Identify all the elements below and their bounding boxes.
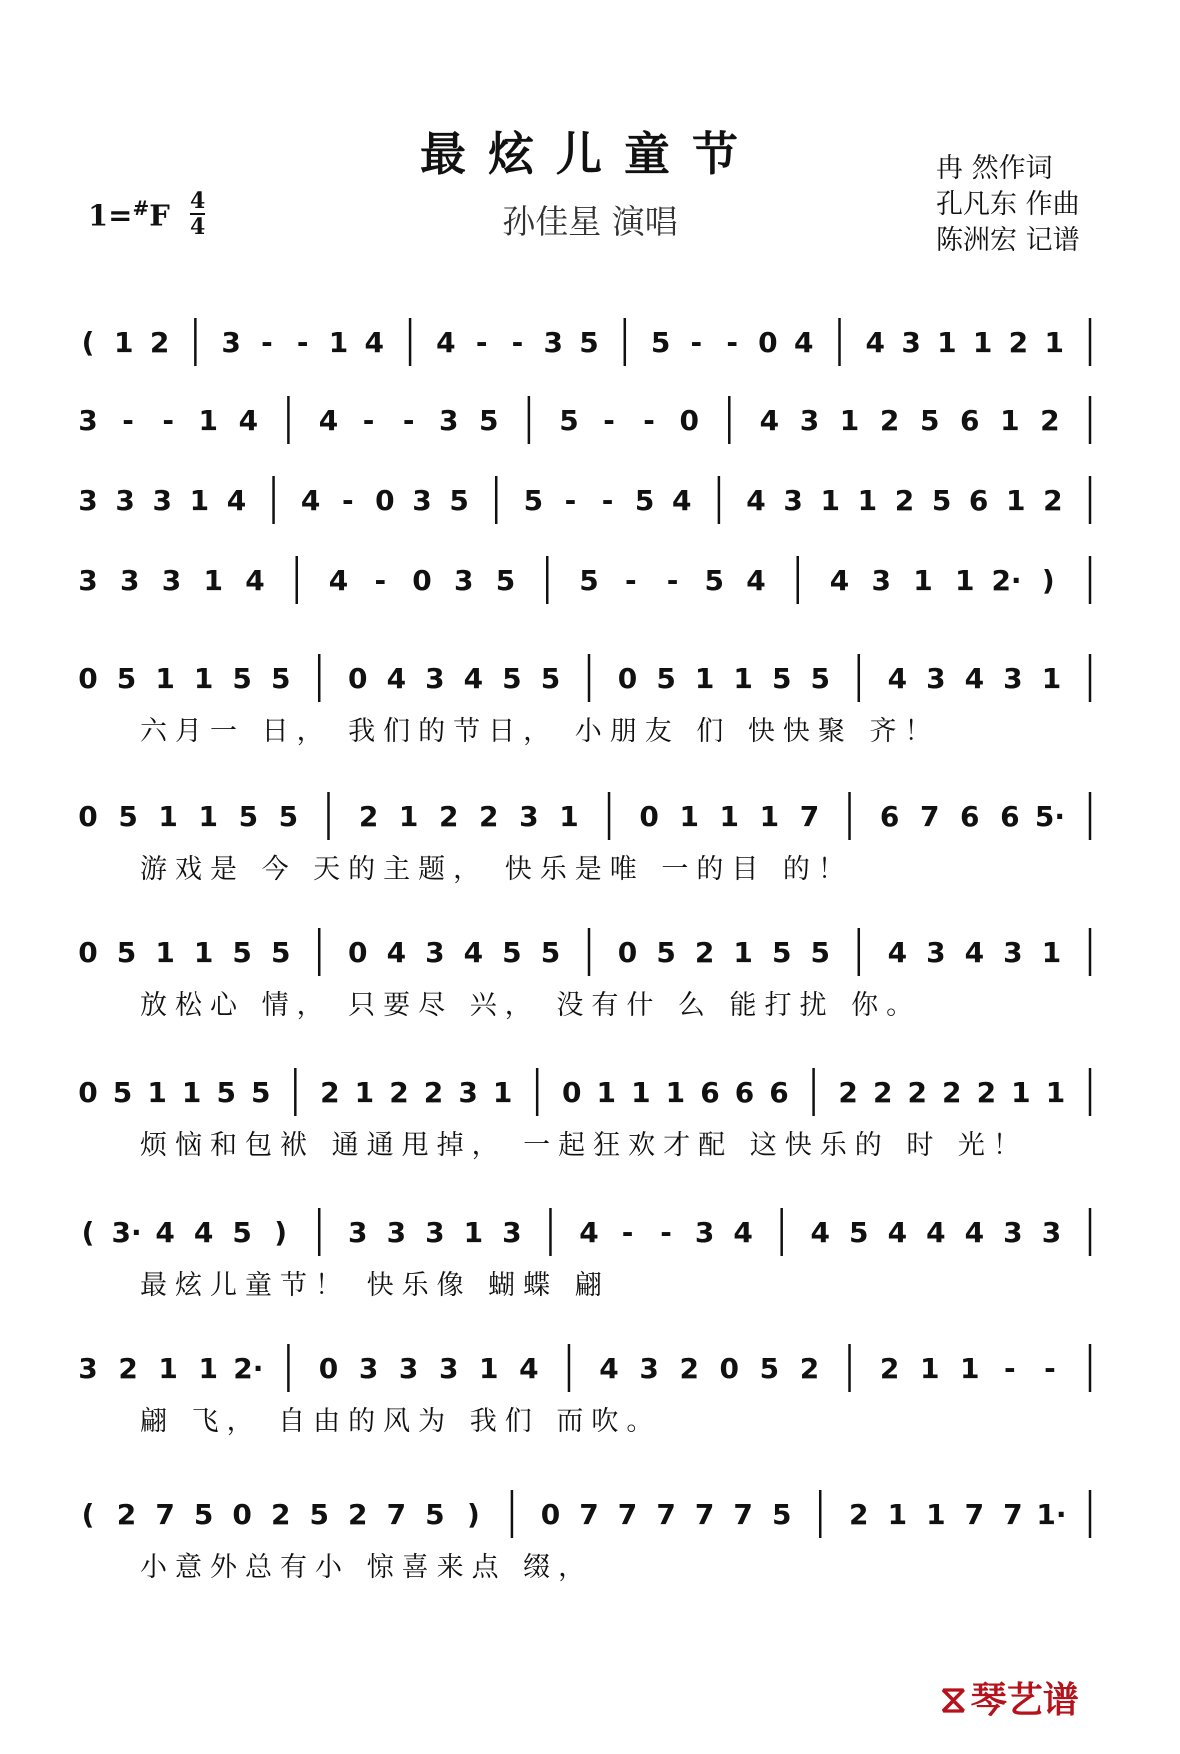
note-glyph: 4	[810, 1216, 830, 1249]
note-glyph: 4	[386, 662, 407, 695]
note-glyph: 4	[759, 404, 780, 437]
note-glyph: -	[1004, 1352, 1016, 1385]
note-glyph: 1	[193, 662, 214, 695]
note-glyph: 0	[412, 564, 432, 597]
note-glyph: 3	[348, 1216, 368, 1249]
note-glyph: 6	[879, 800, 900, 833]
note-glyph: 1	[759, 800, 780, 833]
note-glyph: 2	[423, 1076, 444, 1109]
note-glyph: (	[81, 1498, 95, 1531]
note-glyph: 5	[270, 936, 291, 969]
note-glyph: 4	[318, 404, 339, 437]
transcriber-credit: 陈洲宏 记谱	[936, 225, 1080, 256]
note-glyph: 6	[700, 1076, 720, 1109]
note-glyph: 1	[733, 662, 753, 695]
note-glyph: 5	[540, 936, 561, 969]
note-glyph: 1	[1011, 1076, 1031, 1109]
note-glyph: 5	[656, 662, 676, 695]
note-glyph: -	[341, 484, 354, 517]
note-glyph: 2	[320, 1076, 340, 1109]
time-top: 4	[190, 188, 206, 214]
note-glyph: 1	[1006, 484, 1026, 517]
note-glyph: 4	[193, 1216, 214, 1249]
note-glyph: 1	[114, 326, 134, 359]
note-glyph: 1	[937, 326, 957, 359]
note-glyph: 2	[438, 800, 459, 833]
note-glyph: 2	[1008, 326, 1029, 359]
note-glyph: 5	[849, 1216, 869, 1249]
note-glyph: 3	[438, 1352, 459, 1385]
note-glyph: 1	[913, 564, 933, 597]
note-glyph: 0	[679, 404, 699, 437]
note-glyph: 5	[232, 936, 252, 969]
note-glyph: 0	[639, 800, 659, 833]
note-glyph: 4	[226, 484, 247, 517]
note-glyph: 4	[328, 564, 349, 597]
note-glyph: -	[511, 326, 524, 359]
note-glyph: 1	[960, 1352, 980, 1385]
note-glyph: 6	[769, 1076, 789, 1109]
note-glyph: 5	[650, 326, 671, 359]
key-note: F	[149, 198, 170, 233]
note-glyph: -	[162, 404, 174, 437]
note-glyph: 2	[149, 326, 170, 359]
note-glyph: -	[362, 404, 375, 437]
note-glyph: 3	[1003, 662, 1023, 695]
note-glyph: 3	[519, 800, 539, 833]
note-glyph: 4	[245, 564, 265, 597]
note-glyph: 1	[1041, 662, 1062, 695]
note-glyph: 4	[733, 1216, 753, 1249]
note-glyph: 4	[672, 484, 692, 517]
note-glyph: 2	[479, 800, 499, 833]
note-glyph: 3	[78, 404, 98, 437]
note-glyph: 3	[1003, 936, 1023, 969]
key-prefix: 1=	[88, 198, 133, 233]
note-glyph: 5	[495, 564, 516, 597]
note-glyph: 4	[436, 326, 456, 359]
lyric-line: 最炫儿童节！ 快乐像 蝴蝶 翩	[140, 1270, 610, 1301]
note-glyph: 1·	[1036, 1498, 1067, 1531]
note-glyph: 1	[193, 936, 214, 969]
note-glyph: 2	[879, 404, 900, 437]
key-sharp: #	[132, 196, 150, 220]
site-logo	[940, 1672, 1079, 1723]
composer-credit: 孔凡东 作曲	[936, 189, 1080, 220]
note-glyph: -	[1044, 1352, 1056, 1385]
note-glyph: 3	[358, 1352, 379, 1385]
note-glyph: 5	[771, 1498, 792, 1531]
note-glyph: -	[690, 326, 703, 359]
note-glyph: 5	[479, 404, 499, 437]
note-glyph: 0	[232, 1498, 252, 1531]
note-glyph: 4	[964, 936, 985, 969]
note-glyph: 1	[354, 1076, 375, 1109]
note-glyph: 7	[155, 1498, 175, 1531]
note-glyph: 5	[931, 484, 952, 517]
note-glyph: 5	[810, 936, 830, 969]
note-glyph: 2	[894, 484, 915, 517]
note-glyph: 4	[865, 326, 886, 359]
note-glyph: 7	[656, 1498, 676, 1531]
note-glyph: 5	[634, 484, 655, 517]
note-glyph: 3	[78, 484, 98, 517]
note-glyph: 0	[348, 662, 368, 695]
note-glyph: 5	[919, 404, 940, 437]
note-glyph: 1	[857, 484, 878, 517]
note-glyph: 1	[839, 404, 860, 437]
note-glyph: 2·	[233, 1352, 264, 1385]
note-glyph: 4	[155, 1216, 175, 1249]
note-glyph: 5	[238, 800, 259, 833]
note-glyph: 1	[972, 326, 993, 359]
lyric-line: 游戏是 今 天的主题， 快乐是唯 一的目 的！	[140, 854, 853, 885]
note-glyph: 3	[639, 1352, 659, 1385]
note-glyph: 3	[799, 404, 820, 437]
lyric-line: 小意外总有小 惊喜来点 缀，	[140, 1552, 594, 1583]
note-glyph: 3	[438, 404, 459, 437]
note-glyph: 5	[116, 662, 137, 695]
note-glyph: 0	[758, 326, 778, 359]
note-glyph: 3	[926, 936, 946, 969]
note-glyph: 5	[216, 1076, 236, 1109]
note-glyph: 5	[579, 564, 599, 597]
note-glyph: -	[122, 404, 134, 437]
note-glyph: 3	[221, 326, 241, 359]
note-glyph: 1	[1000, 404, 1020, 437]
note-glyph: 2	[389, 1076, 409, 1109]
note-glyph: 4	[386, 936, 407, 969]
note-glyph: 3	[78, 564, 98, 597]
note-glyph: 3	[458, 1076, 478, 1109]
lyric-line: 六月一 日， 我们的节日， 小朋友 们 快快聚 齐！	[140, 716, 940, 747]
note-glyph: 5	[251, 1076, 271, 1109]
note-glyph: (	[81, 1216, 95, 1249]
note-glyph: 7	[733, 1498, 753, 1531]
note-glyph: 0	[78, 800, 98, 833]
note-glyph: 1	[198, 1352, 218, 1385]
note-glyph: 1	[559, 800, 579, 833]
note-glyph: 0	[78, 936, 98, 969]
note-glyph: -	[621, 1216, 634, 1249]
note-glyph: 7	[799, 800, 820, 833]
note-glyph: 3	[502, 1216, 522, 1249]
note-glyph: 1	[665, 1076, 686, 1109]
note-glyph: (	[81, 326, 95, 359]
note-glyph: 2	[679, 1352, 699, 1385]
note-glyph: 4	[579, 1216, 599, 1249]
note-glyph: 3	[543, 326, 563, 359]
note-glyph: 5	[656, 936, 676, 969]
note-glyph: 2	[907, 1076, 927, 1109]
note-glyph: 1	[328, 326, 349, 359]
note-glyph: 1	[1041, 936, 1062, 969]
note-glyph: 1	[463, 1216, 484, 1249]
note-glyph: 2	[348, 1498, 368, 1531]
note-glyph: 0	[375, 484, 395, 517]
note-glyph: 2	[270, 1498, 291, 1531]
note-glyph: 3	[115, 484, 135, 517]
note-glyph: 5	[232, 1216, 252, 1249]
note-glyph: -	[374, 564, 387, 597]
note-glyph: 7	[617, 1498, 638, 1531]
note-glyph: 7	[386, 1498, 407, 1531]
note-glyph: 3	[926, 662, 946, 695]
note-glyph: 5	[232, 662, 252, 695]
note-glyph: 2	[118, 1352, 138, 1385]
note-glyph: 3·	[111, 1216, 142, 1249]
note-glyph: 5	[579, 326, 599, 359]
note-glyph: 1	[398, 800, 419, 833]
note-glyph: 4	[519, 1352, 539, 1385]
note-glyph: 1	[158, 800, 178, 833]
note-glyph: )	[466, 1498, 480, 1531]
note-glyph: -	[660, 1216, 672, 1249]
note-glyph: 5	[116, 936, 137, 969]
note-glyph: -	[603, 404, 615, 437]
note-glyph: 1	[189, 484, 210, 517]
note-glyph: 1	[155, 936, 175, 969]
note-glyph: 2	[358, 800, 379, 833]
note-glyph: 7	[1003, 1498, 1023, 1531]
note-glyph: 3	[412, 484, 432, 517]
note-glyph: 0	[78, 1076, 98, 1109]
note-glyph: 4	[599, 1352, 619, 1385]
logo-text: 琴艺谱	[970, 1680, 1079, 1721]
note-glyph: 4	[793, 326, 814, 359]
note-glyph: 2	[694, 936, 715, 969]
note-glyph: 0	[78, 662, 98, 695]
note-glyph: 1	[198, 800, 218, 833]
note-glyph: 3	[161, 564, 182, 597]
note-glyph: 2	[799, 1352, 820, 1385]
note-glyph: 5	[112, 1076, 133, 1109]
note-glyph: 2	[879, 1352, 900, 1385]
note-glyph: 4	[926, 1216, 946, 1249]
note-glyph: -	[643, 404, 655, 437]
note-glyph: 5	[559, 404, 579, 437]
note-glyph: 7	[694, 1498, 715, 1531]
note-glyph: 3	[425, 1216, 445, 1249]
note-glyph: 1	[596, 1076, 617, 1109]
note-glyph: 4	[238, 404, 259, 437]
note-glyph: 1	[719, 800, 740, 833]
song-title: 最炫儿童节	[420, 127, 760, 181]
note-glyph: 3	[120, 564, 140, 597]
note-glyph: 1	[147, 1076, 167, 1109]
time-bottom: 4	[190, 214, 206, 240]
note-glyph: 3	[78, 1352, 98, 1385]
note-glyph: 2	[872, 1076, 893, 1109]
note-glyph: 0	[348, 936, 368, 969]
note-glyph: 3	[871, 564, 891, 597]
lyric-line: 烦恼和包袱 通通甩掉， 一起狂欢才配 这快乐的 时 光！	[140, 1130, 1028, 1161]
note-glyph: 1	[955, 564, 975, 597]
note-glyph: 5	[704, 564, 724, 597]
note-glyph: -	[475, 326, 488, 359]
note-glyph: 1	[155, 662, 175, 695]
note-glyph: 7	[964, 1498, 985, 1531]
note-glyph: -	[402, 404, 415, 437]
note-glyph: 5	[759, 1352, 780, 1385]
note-glyph: 5	[502, 662, 522, 695]
note-glyph: )	[1041, 564, 1055, 597]
note-glyph: 1	[492, 1076, 513, 1109]
note-glyph: -	[666, 564, 679, 597]
note-glyph: 1	[203, 564, 223, 597]
note-glyph: 2	[976, 1076, 997, 1109]
note-glyph: 1	[694, 662, 715, 695]
note-glyph: 4	[964, 1216, 985, 1249]
note-glyph: 1	[158, 1352, 178, 1385]
note-glyph: 2	[849, 1498, 869, 1531]
note-glyph: 5	[810, 662, 830, 695]
note-glyph: 1	[887, 1498, 908, 1531]
note-glyph: 4	[463, 936, 484, 969]
note-glyph: 0	[719, 1352, 740, 1385]
note-glyph: 3	[694, 1216, 715, 1249]
note-glyph: 5	[771, 662, 792, 695]
note-glyph: 1	[1044, 326, 1064, 359]
logo-mark-icon: ⧖	[940, 1677, 967, 1721]
note-glyph: 5	[278, 800, 299, 833]
note-glyph: 3	[783, 484, 803, 517]
note-glyph: 7	[579, 1498, 599, 1531]
note-glyph: 1	[181, 1076, 202, 1109]
note-glyph: 4	[887, 1216, 908, 1249]
note-glyph: 5	[270, 662, 291, 695]
note-glyph: 4	[746, 484, 766, 517]
note-glyph: 1	[198, 404, 218, 437]
note-glyph: 1	[919, 1352, 940, 1385]
note-glyph: 7	[919, 800, 940, 833]
note-glyph: 5	[425, 1498, 445, 1531]
note-glyph: 5	[118, 800, 138, 833]
note-glyph: 4	[887, 662, 908, 695]
note-glyph: 0	[540, 1498, 561, 1531]
note-glyph: 2	[942, 1076, 962, 1109]
note-glyph: 1	[631, 1076, 651, 1109]
note-glyph: 2	[1043, 484, 1063, 517]
note-glyph: 3	[901, 326, 921, 359]
note-glyph: 4	[964, 662, 985, 695]
note-glyph: 5	[309, 1498, 329, 1531]
note-glyph: 3	[1041, 1216, 1062, 1249]
note-glyph: 1	[733, 936, 753, 969]
note-glyph: 1	[1045, 1076, 1066, 1109]
note-glyph: 0	[561, 1076, 582, 1109]
note-glyph: 5	[502, 936, 522, 969]
note-glyph: 1	[820, 484, 840, 517]
note-glyph: 3	[398, 1352, 419, 1385]
note-glyph: 2	[838, 1076, 858, 1109]
note-glyph: 4	[887, 936, 908, 969]
note-glyph: 5·	[1034, 800, 1065, 833]
note-glyph: 0	[617, 936, 638, 969]
note-glyph: 3	[425, 936, 445, 969]
singer-credit: 孙佳星 演唱	[502, 202, 678, 241]
note-glyph: 6	[1000, 800, 1020, 833]
note-glyph: 6	[968, 484, 989, 517]
note-glyph: -	[564, 484, 577, 517]
note-glyph: 2·	[991, 564, 1022, 597]
note-glyph: 2	[1040, 404, 1060, 437]
note-glyph: 2	[116, 1498, 137, 1531]
note-glyph: 1	[679, 800, 699, 833]
note-glyph: -	[601, 484, 614, 517]
note-glyph: 4	[829, 564, 850, 597]
note-glyph: )	[274, 1216, 288, 1249]
note-glyph: 6	[734, 1076, 755, 1109]
note-glyph: 4	[300, 484, 321, 517]
note-glyph: -	[261, 326, 273, 359]
note-glyph: 6	[960, 800, 980, 833]
note-glyph: -	[296, 326, 309, 359]
note-glyph: 5	[193, 1498, 214, 1531]
note-glyph: 3	[386, 1216, 407, 1249]
note-glyph: 0	[318, 1352, 339, 1385]
note-glyph: 3	[152, 484, 172, 517]
note-glyph: 3	[1003, 1216, 1023, 1249]
note-glyph: 5	[449, 484, 469, 517]
note-glyph: 5	[771, 936, 792, 969]
note-glyph: 1	[479, 1352, 499, 1385]
note-glyph: 4	[746, 564, 766, 597]
note-glyph: 4	[463, 662, 484, 695]
note-glyph: -	[726, 326, 738, 359]
note-glyph: 3	[454, 564, 474, 597]
lyricist-credit: 冉 然作词	[936, 153, 1053, 184]
note-glyph: 0	[617, 662, 638, 695]
note-glyph: 5	[523, 484, 544, 517]
note-glyph: 5	[540, 662, 561, 695]
lyric-line: 翩 飞， 自由的风为 我们 而吹。	[140, 1406, 662, 1437]
note-glyph: 3	[425, 662, 445, 695]
note-glyph: 6	[960, 404, 980, 437]
note-glyph: -	[624, 564, 637, 597]
lyric-line: 放松心 情， 只要尽 兴， 没有什 么 能打扰 你。	[140, 990, 922, 1021]
note-glyph: 4	[364, 326, 385, 359]
note-glyph: 1	[926, 1498, 946, 1531]
